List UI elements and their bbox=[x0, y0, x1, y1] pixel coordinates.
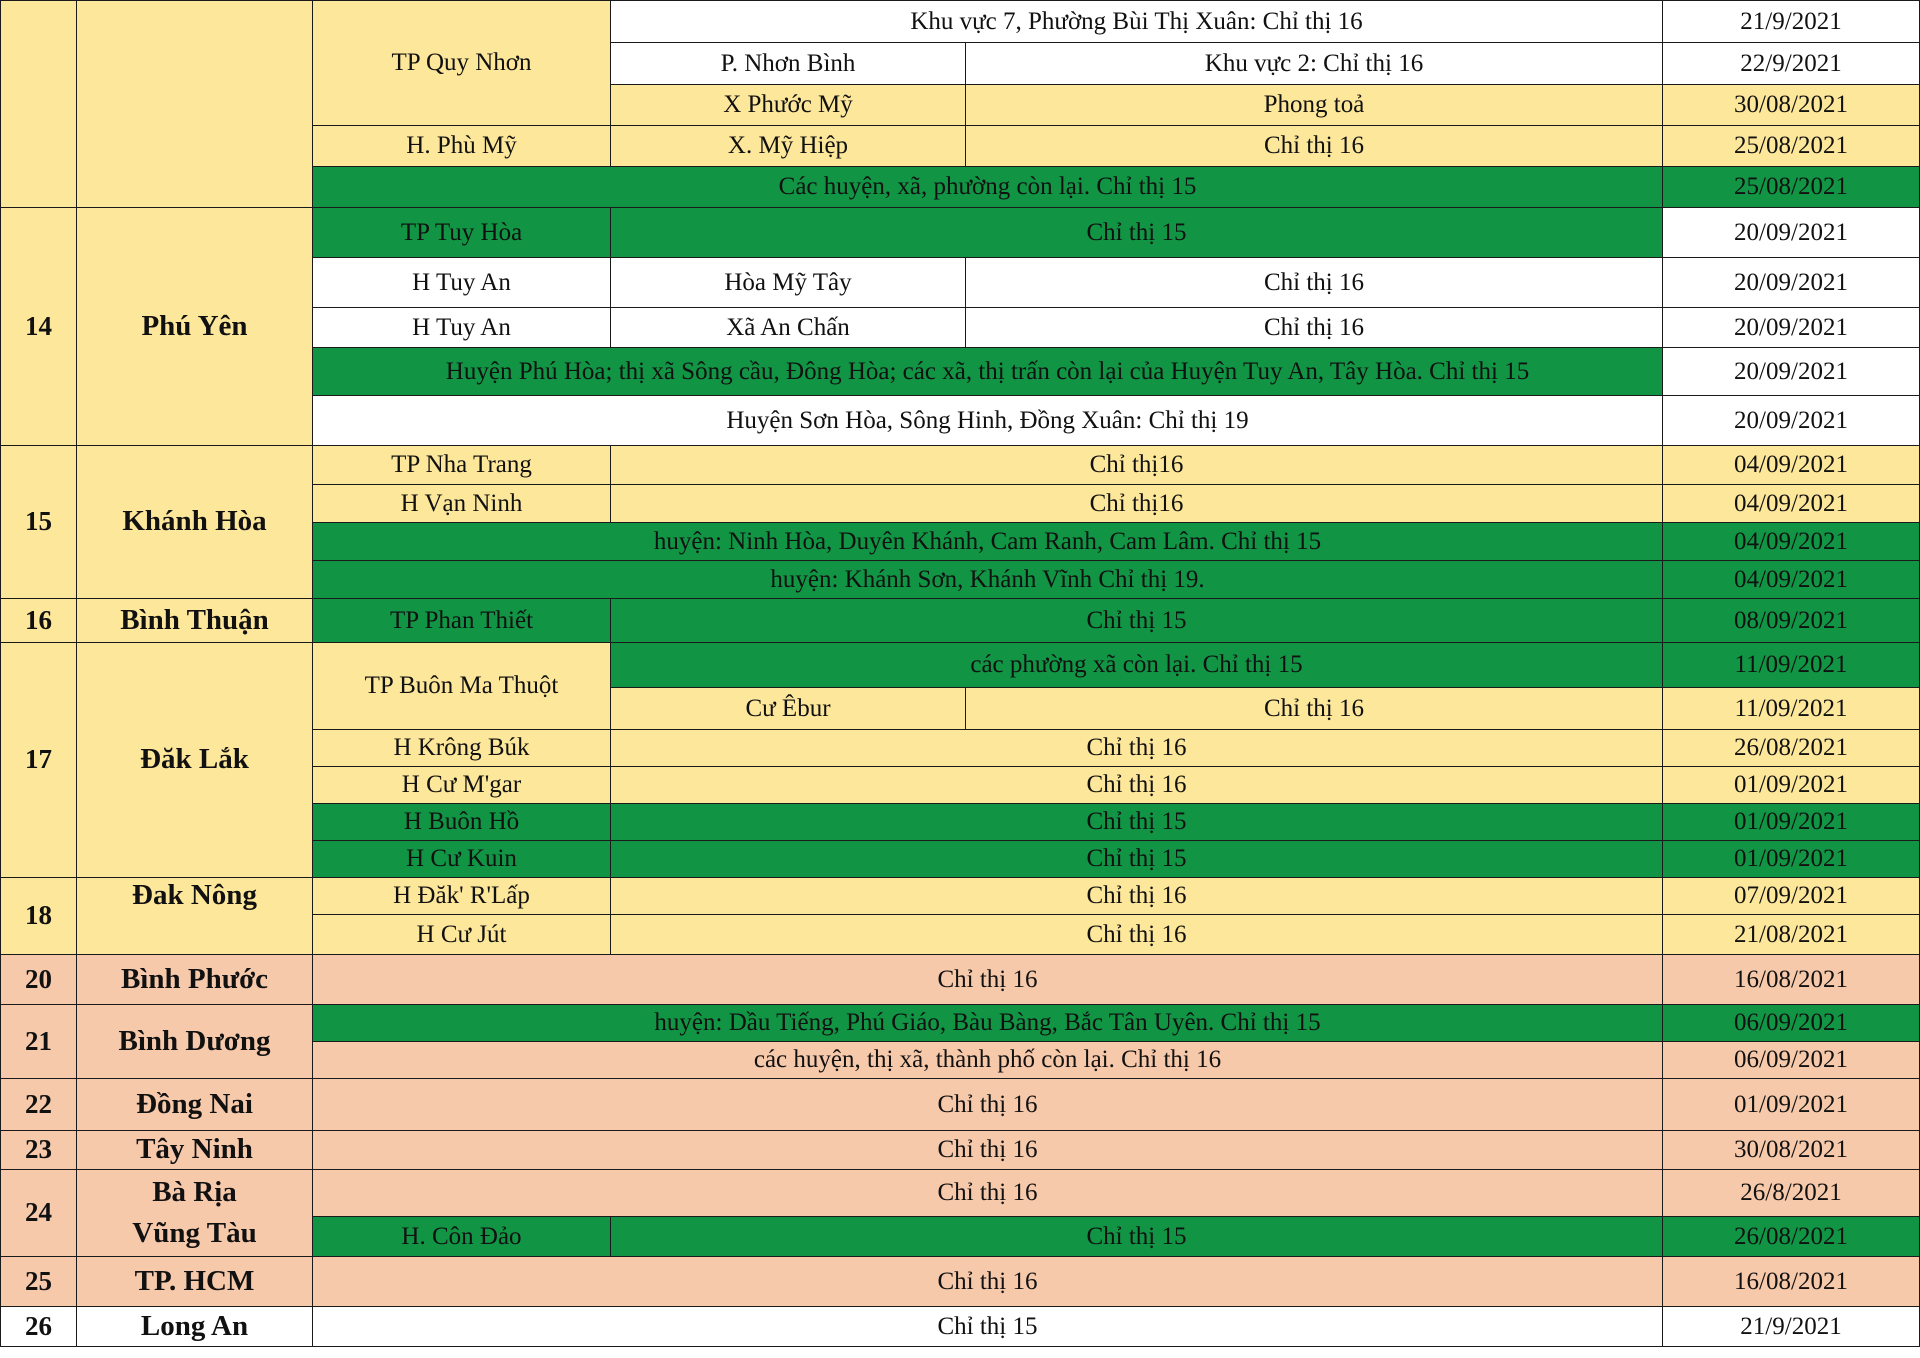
date-cell: 04/09/2021 bbox=[1663, 561, 1920, 599]
directive-cell: Chỉ thị 16 bbox=[966, 258, 1663, 308]
district-cell: H Đăk' R'Lấp bbox=[313, 878, 611, 915]
directive-cell: huyện: Ninh Hòa, Duyên Khánh, Cam Ranh, Cam Lâm. Chỉ thị 15 bbox=[313, 523, 1663, 561]
province-cell: Đăk Lắk bbox=[77, 643, 313, 878]
province-cell: Đồng Nai bbox=[77, 1079, 313, 1131]
date-cell: 26/08/2021 bbox=[1663, 730, 1920, 767]
directive-cell: các phường xã còn lại. Chỉ thị 15 bbox=[611, 643, 1663, 688]
stt-cell: 21 bbox=[1, 1005, 77, 1079]
district-cell: H Tuy An bbox=[313, 258, 611, 308]
date-cell: 21/9/2021 bbox=[1663, 1, 1920, 43]
table-row bbox=[1, 446, 1920, 485]
table-row bbox=[1, 1257, 1920, 1307]
date-cell: 30/08/2021 bbox=[1663, 85, 1920, 126]
date-cell: 06/09/2021 bbox=[1663, 1005, 1920, 1042]
date-cell: 20/09/2021 bbox=[1663, 208, 1920, 258]
directive-cell: Chỉ thị 15 bbox=[611, 599, 1663, 643]
date-cell: 26/8/2021 bbox=[1663, 1170, 1920, 1217]
directive-cell: Chỉ thị 16 bbox=[966, 688, 1663, 730]
table-row bbox=[1, 1170, 1920, 1217]
directive-cell: Chỉ thị 15 bbox=[313, 1307, 1663, 1347]
stt-cell: 24 bbox=[1, 1170, 77, 1257]
directive-cell: Huyện Sơn Hòa, Sông Hinh, Đồng Xuân: Chỉ thị 19 bbox=[313, 396, 1663, 446]
ward-cell: Xã An Chấn bbox=[611, 308, 966, 348]
stt-cell: 20 bbox=[1, 955, 77, 1005]
directive-cell: Khu vực 7, Phường Bùi Thị Xuân: Chỉ thị 16 bbox=[611, 1, 1663, 43]
district-cell: TP Quy Nhơn bbox=[313, 1, 611, 126]
stt-cell: 17 bbox=[1, 643, 77, 878]
district-cell: H. Phù Mỹ bbox=[313, 126, 611, 167]
directive-cell: huyện: Khánh Sơn, Khánh Vĩnh Chỉ thị 19. bbox=[313, 561, 1663, 599]
date-cell: 25/08/2021 bbox=[1663, 126, 1920, 167]
date-cell: 20/09/2021 bbox=[1663, 258, 1920, 308]
stt-cell: 25 bbox=[1, 1257, 77, 1307]
district-cell: H Tuy An bbox=[313, 308, 611, 348]
ward-cell: Cư Êbur bbox=[611, 688, 966, 730]
directive-cell: Chỉ thị 16 bbox=[313, 1170, 1663, 1217]
table-row bbox=[1, 1, 1920, 43]
directive-cell: Chỉ thị16 bbox=[611, 446, 1663, 485]
date-cell: 16/08/2021 bbox=[1663, 1257, 1920, 1307]
ward-cell: X. Mỹ Hiệp bbox=[611, 126, 966, 167]
directive-cell: Phong toả bbox=[966, 85, 1663, 126]
directive-cell: Chỉ thị 16 bbox=[313, 1079, 1663, 1131]
stt-cell bbox=[1, 1, 77, 208]
date-cell: 01/09/2021 bbox=[1663, 1079, 1920, 1131]
stt-cell: 15 bbox=[1, 446, 77, 599]
stt-cell: 26 bbox=[1, 1307, 77, 1347]
directive-cell: Khu vực 2: Chỉ thị 16 bbox=[966, 43, 1663, 85]
table-row bbox=[1, 208, 1920, 258]
province-line-2: Vũng Tàu bbox=[132, 1217, 257, 1249]
date-cell: 01/09/2021 bbox=[1663, 841, 1920, 878]
directive-cell: Chỉ thị 16 bbox=[313, 1257, 1663, 1307]
directive-cell: Chỉ thị 16 bbox=[611, 730, 1663, 767]
table-row bbox=[1, 643, 1920, 688]
province-cell: Đak Nông bbox=[77, 878, 313, 955]
ward-cell: X Phước Mỹ bbox=[611, 85, 966, 126]
district-cell: H. Côn Đảo bbox=[313, 1217, 611, 1257]
directive-cell: Chỉ thị 16 bbox=[966, 308, 1663, 348]
province-cell: Bình Phước bbox=[77, 955, 313, 1005]
date-cell: 04/09/2021 bbox=[1663, 446, 1920, 485]
directive-cell: Chỉ thị 15 bbox=[611, 804, 1663, 841]
date-cell: 04/09/2021 bbox=[1663, 523, 1920, 561]
directive-cell: Chỉ thị 15 bbox=[611, 208, 1663, 258]
date-cell: 21/08/2021 bbox=[1663, 915, 1920, 955]
ward-cell: P. Nhơn Bình bbox=[611, 43, 966, 85]
district-cell: H Buôn Hồ bbox=[313, 804, 611, 841]
district-cell: H Cư Jút bbox=[313, 915, 611, 955]
stt-cell: 23 bbox=[1, 1131, 77, 1170]
district-cell: H Vạn Ninh bbox=[313, 485, 611, 523]
directive-cell: các huyện, thị xã, thành phố còn lại. Chỉ thị 16 bbox=[313, 1042, 1663, 1079]
directive-cell: huyện: Dầu Tiếng, Phú Giáo, Bàu Bàng, Bắc Tân Uyên. Chỉ thị 15 bbox=[313, 1005, 1663, 1042]
date-cell: 30/08/2021 bbox=[1663, 1131, 1920, 1170]
date-cell: 21/9/2021 bbox=[1663, 1307, 1920, 1347]
province-cell bbox=[77, 1, 313, 208]
date-cell: 06/09/2021 bbox=[1663, 1042, 1920, 1079]
table-row bbox=[1, 1131, 1920, 1170]
province-cell: TP. HCM bbox=[77, 1257, 313, 1307]
district-cell: H Cư Kuin bbox=[313, 841, 611, 878]
province-cell: Khánh Hòa bbox=[77, 446, 313, 599]
date-cell: 04/09/2021 bbox=[1663, 485, 1920, 523]
directive-cell: Chỉ thị 16 bbox=[966, 126, 1663, 167]
date-cell: 22/9/2021 bbox=[1663, 43, 1920, 85]
stt-cell: 16 bbox=[1, 599, 77, 643]
directive-cell: Chỉ thị 16 bbox=[313, 955, 1663, 1005]
directive-cell: Huyện Phú Hòa; thị xã Sông cầu, Đông Hòa; các xã, thị trấn còn lại của Huyện Tuy An, Tây Hòa. Chỉ thị 15 bbox=[313, 348, 1663, 396]
province-cell: Bình Dương bbox=[77, 1005, 313, 1079]
province-cell: Bình Thuận bbox=[77, 599, 313, 643]
province-cell bbox=[77, 1170, 313, 1257]
table-row bbox=[1, 1307, 1920, 1347]
directive-cell: Chỉ thị 16 bbox=[611, 915, 1663, 955]
date-cell: 26/08/2021 bbox=[1663, 1217, 1920, 1257]
date-cell: 08/09/2021 bbox=[1663, 599, 1920, 643]
directive-cell: Chỉ thị 15 bbox=[611, 841, 1663, 878]
province-cell: Tây Ninh bbox=[77, 1131, 313, 1170]
date-cell: 20/09/2021 bbox=[1663, 396, 1920, 446]
district-cell: TP Nha Trang bbox=[313, 446, 611, 485]
date-cell: 07/09/2021 bbox=[1663, 878, 1920, 915]
province-cell: Phú Yên bbox=[77, 208, 313, 446]
ward-cell: Hòa Mỹ Tây bbox=[611, 258, 966, 308]
stt-cell: 22 bbox=[1, 1079, 77, 1131]
date-cell: 01/09/2021 bbox=[1663, 767, 1920, 804]
district-cell: TP Tuy Hòa bbox=[313, 208, 611, 258]
date-cell: 20/09/2021 bbox=[1663, 348, 1920, 396]
table-row bbox=[1, 955, 1920, 1005]
date-cell: 25/08/2021 bbox=[1663, 167, 1920, 208]
district-cell: TP Phan Thiết bbox=[313, 599, 611, 643]
date-cell: 11/09/2021 bbox=[1663, 643, 1920, 688]
directive-cell: Chỉ thị16 bbox=[611, 485, 1663, 523]
directive-cell: Chỉ thị 16 bbox=[313, 1131, 1663, 1170]
date-cell: 16/08/2021 bbox=[1663, 955, 1920, 1005]
table-row bbox=[1, 878, 1920, 915]
date-cell: 11/09/2021 bbox=[1663, 688, 1920, 730]
directive-cell: Chỉ thị 16 bbox=[611, 767, 1663, 804]
directive-cell: Chỉ thị 15 bbox=[611, 1217, 1663, 1257]
date-cell: 20/09/2021 bbox=[1663, 308, 1920, 348]
directive-cell: Chỉ thị 16 bbox=[611, 878, 1663, 915]
province-cell: Long An bbox=[77, 1307, 313, 1347]
table-row bbox=[1, 599, 1920, 643]
table-row bbox=[1, 1005, 1920, 1042]
date-cell: 01/09/2021 bbox=[1663, 804, 1920, 841]
table-row bbox=[1, 1079, 1920, 1131]
stt-cell: 18 bbox=[1, 878, 77, 955]
district-cell: TP Buôn Ma Thuột bbox=[313, 643, 611, 730]
directive-cell: Các huyện, xã, phường còn lại. Chỉ thị 15 bbox=[313, 167, 1663, 208]
district-cell: H Cư M'gar bbox=[313, 767, 611, 804]
stt-cell: 14 bbox=[1, 208, 77, 446]
district-cell: H Krông Búk bbox=[313, 730, 611, 767]
province-line-1: Bà Rịa bbox=[152, 1176, 237, 1209]
